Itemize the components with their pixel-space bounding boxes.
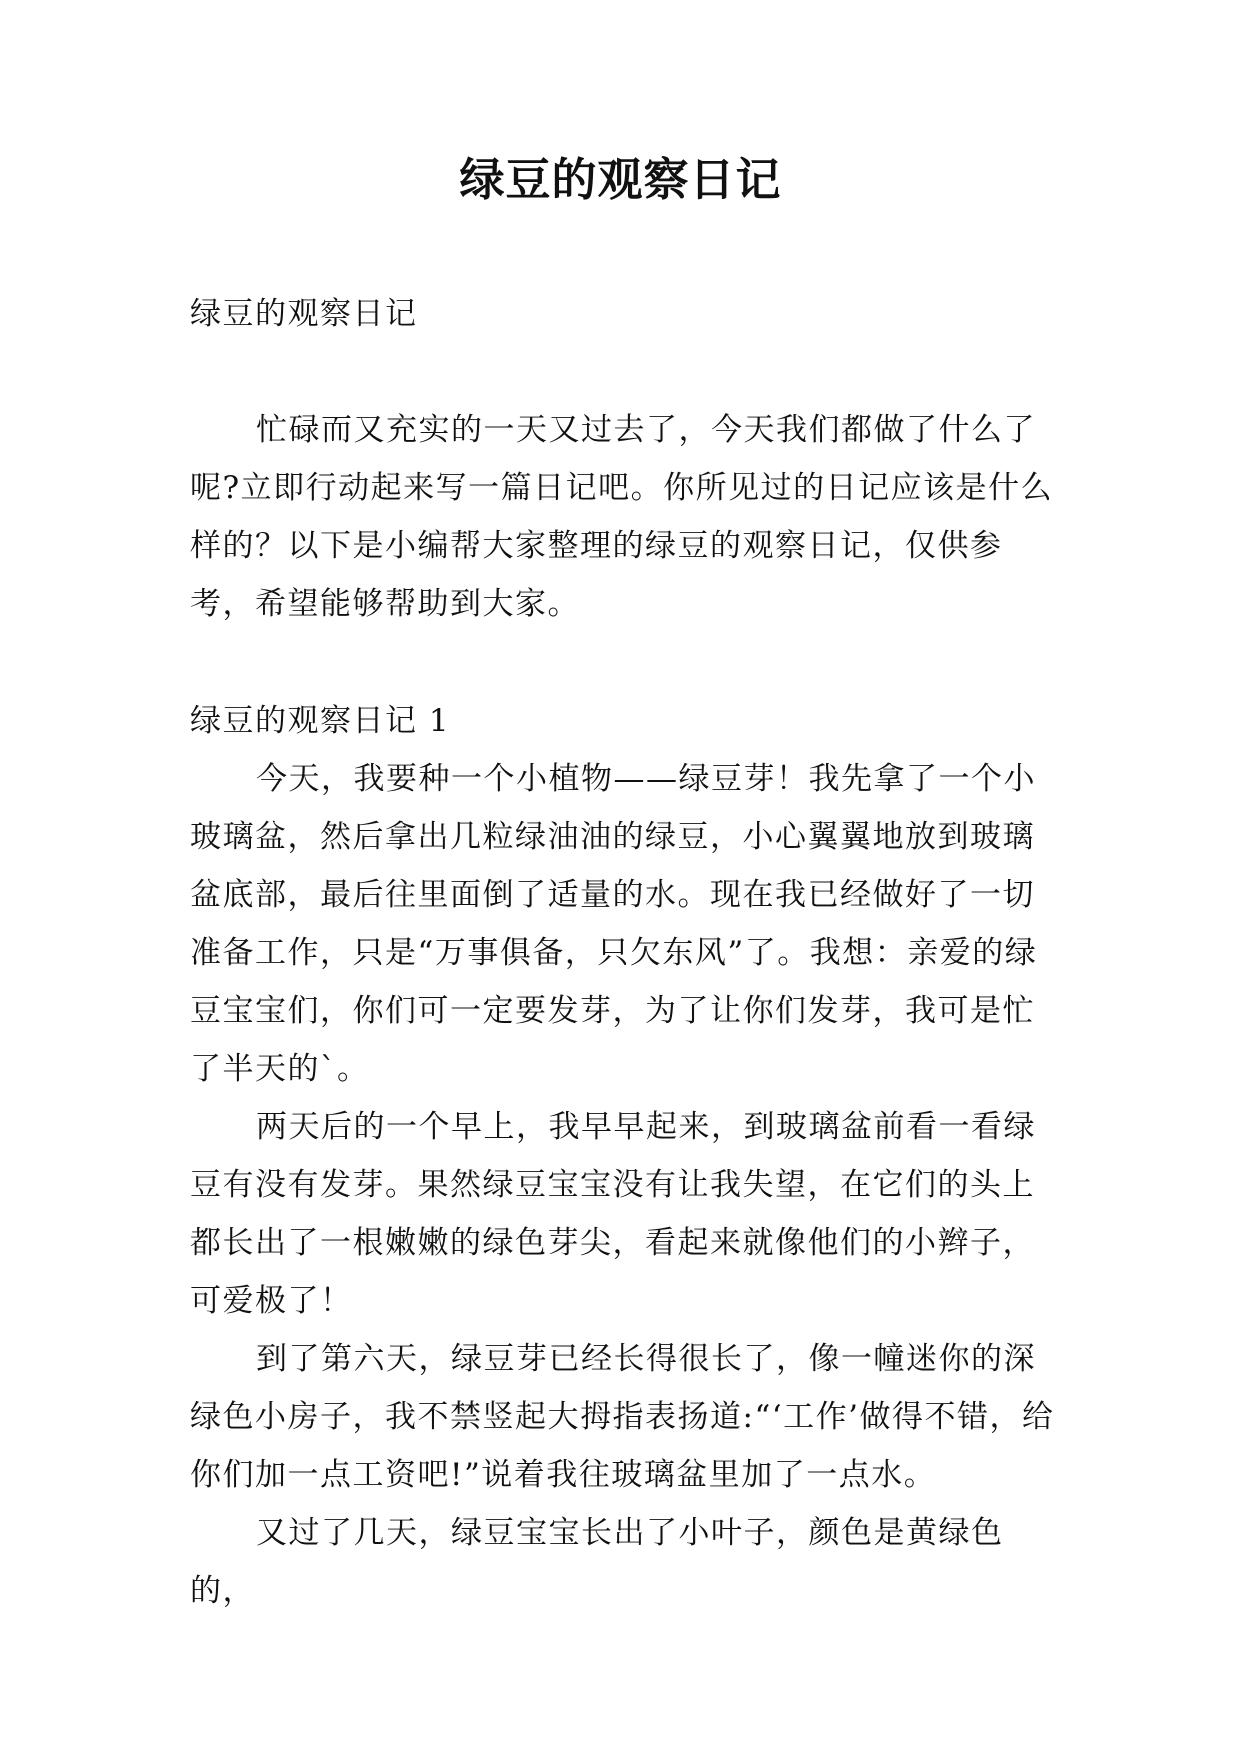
intro-text: 忙碌而又充实的一天又过去了，今天我们都做了什么了呢?立即行动起来写一篇日记吧。你所见过的日记应该是什么样的？以下是小编帮大家整理的绿豆的观察日记，仅供参考，希望能够帮助到大家。	[190, 412, 1054, 622]
document-title: 绿豆的观察日记	[459, 153, 782, 206]
document-subtitle: 绿豆的观察日记	[190, 296, 418, 332]
paragraph: 又过了几天，绿豆宝宝长出了小叶子，颜色是黄绿色的，	[190, 1515, 1004, 1609]
paragraph: 到了第六天，绿豆芽已经长得很长了，像一幢迷你的深绿色小房子，我不禁竖起大拇指表扬道:“‘工作’做得不错，给你们加一点工资吧!”说着我往玻璃盆里加了一点水。	[190, 1341, 1055, 1493]
intro-paragraph	[190, 401, 1056, 633]
paragraph: 两天后的一个早上，我早早起来，到玻璃盆前看一看绿豆有没有发芽。果然绿豆宝宝没有让我失望，在它们的头上都长出了一根嫩嫩的绿色芽尖，看起来就像他们的小辫子，可爱极了！	[190, 1109, 1036, 1319]
section-heading: 绿豆的观察日记 1	[190, 703, 451, 739]
diary-entry-body	[190, 750, 1056, 1620]
paragraph: 今天，我要种一个小植物——绿豆芽！我先拿了一个小玻璃盆，然后拿出几粒绿油油的绿豆，小心翼翼地放到玻璃盆底部，最后往里面倒了适量的水。现在我已经做好了一切准备工作，只是“万事俱备，只欠东风”了。我想：亲爱的绿豆宝宝们，你们可一定要发芽，为了让你们发芽，我可是忙了半天的`。	[190, 761, 1038, 1087]
